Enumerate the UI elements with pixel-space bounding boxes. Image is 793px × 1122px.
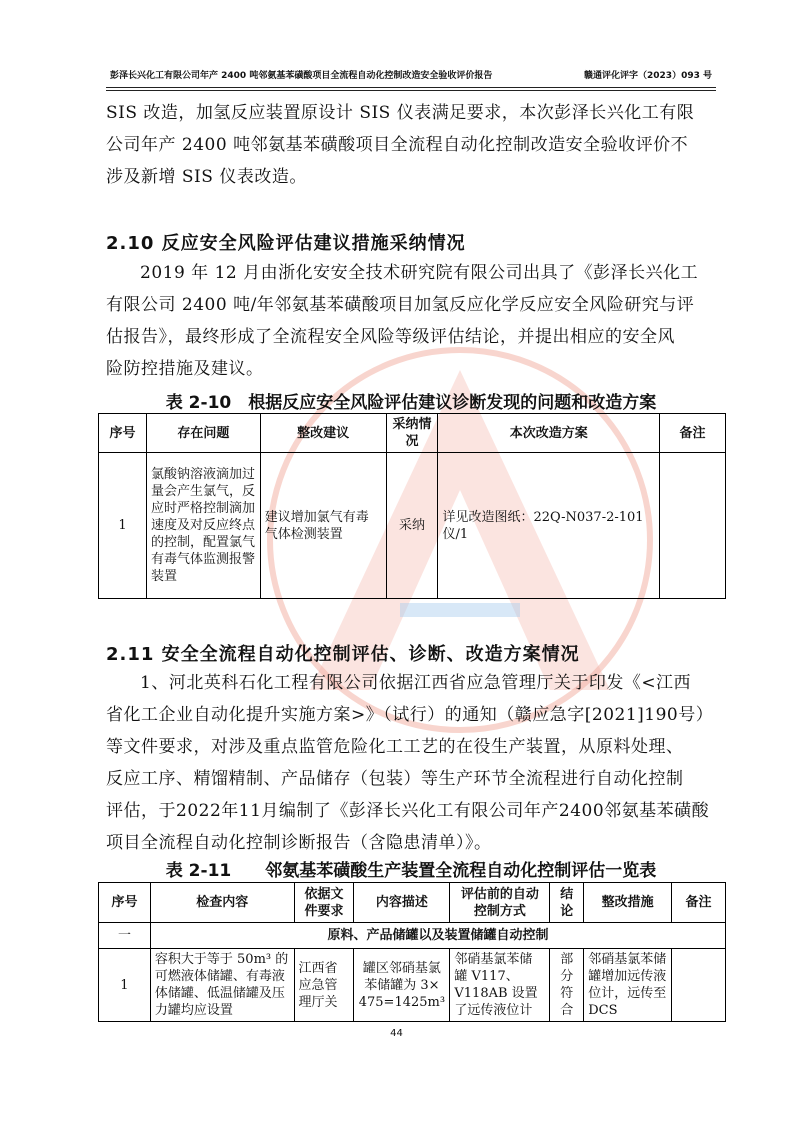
text-line: 评估，于2022年11月编制了《彭泽长兴化工有限公司年产2400邻氨基苯磺酸 bbox=[106, 801, 710, 821]
column-header: 整改建议 bbox=[260, 414, 386, 453]
cell-problem: 氯酸钠溶液滴加过量会产生氯气，反应时严格控制滴加速度及对反应终点的控制，配置氯气有毒气体监测报警装置 bbox=[146, 453, 260, 599]
header-rule bbox=[106, 87, 716, 88]
section-2-11-paragraph bbox=[106, 667, 716, 859]
text-line: 险防控措施及建议。 bbox=[106, 359, 264, 379]
column-header: 结论 bbox=[550, 883, 584, 923]
cell-before-control: 邻硝基氯苯储罐 V117、V118AB 设置了远传液位计 bbox=[450, 949, 550, 1022]
header-rule-thin bbox=[106, 90, 716, 91]
section-heading-2-10: 2.10 反应安全风险评估建议措施采纳情况 bbox=[106, 233, 466, 254]
text-line: 项目全流程自动化控制诊断报告（含隐患清单）》。 bbox=[106, 833, 492, 853]
group-title: 原料、产品储罐以及装置储罐自动控制 bbox=[150, 923, 725, 949]
cell-description: 罐区邻硝基氯苯储罐为 3× 475=1425m³ bbox=[354, 949, 450, 1022]
header-report-number: 赣通评化评字（2023）093 号 bbox=[584, 71, 712, 81]
cell-content: 容积大于等于 50m³ 的可燃液体储罐、有毒液体储罐、低温储罐及压力罐均应设置 bbox=[150, 949, 294, 1022]
column-header: 备注 bbox=[660, 414, 726, 453]
text-line: 省化工企业自动化提升实施方案>》（试行）的通知（赣应急字[2021]190号） bbox=[106, 705, 714, 725]
group-number: 一 bbox=[99, 923, 151, 949]
text-line: SIS 改造，加氢反应装置原设计 SIS 仪表满足要求，本次彭泽长兴化工有限 bbox=[106, 103, 695, 123]
cell-no: 1 bbox=[99, 949, 151, 1022]
header-report-title: 彭泽长兴化工有限公司年产 2400 吨邻氨基苯磺酸项目全流程自动化控制改造安全验收评价报告 bbox=[110, 71, 493, 81]
section-2-10-paragraph bbox=[106, 257, 716, 385]
text-line: 反应工序、精馏精制、产品储存（包装）等生产环节全流程进行自动化控制 bbox=[106, 769, 684, 789]
text-line: 1、河北英科石化工程有限公司依据江西省应急管理厅关于印发《<江西 bbox=[140, 673, 692, 693]
text-line: 有限公司 2400 吨/年邻氨基苯磺酸项目加氢反应化学反应安全风险研究与评 bbox=[106, 295, 695, 315]
column-header: 整改措施 bbox=[584, 883, 672, 923]
page-number: 44 bbox=[390, 1028, 403, 1039]
text-line: 涉及新增 SIS 仪表改造。 bbox=[106, 167, 307, 187]
column-header: 本次改造方案 bbox=[438, 414, 660, 453]
page-header bbox=[106, 63, 716, 85]
intro-paragraph bbox=[106, 97, 716, 193]
column-header: 评估前的自动控制方式 bbox=[450, 883, 550, 923]
table-row bbox=[99, 453, 726, 599]
column-header: 序号 bbox=[99, 414, 147, 453]
table-header-row bbox=[99, 414, 726, 453]
cell-measure: 邻硝基氯苯储罐增加远传液位计，远传至 DCS bbox=[584, 949, 672, 1022]
cell-note bbox=[660, 453, 726, 599]
table-header-row bbox=[99, 883, 726, 923]
cell-note bbox=[672, 949, 726, 1022]
table-2-11-caption: 表 2-11 邻氨基苯磺酸生产装置全流程自动化控制评估一览表 bbox=[165, 861, 657, 881]
text-line: 公司年产 2400 吨邻氨基苯磺酸项目全流程自动化控制改造安全验收评价不 bbox=[106, 135, 689, 155]
column-header: 采纳情况 bbox=[386, 414, 438, 453]
section-heading-2-11: 2.11 安全全流程自动化控制评估、诊断、改造方案情况 bbox=[106, 644, 580, 665]
table-2-10-caption: 表 2-10 根据反应安全风险评估建议诊断发现的问题和改造方案 bbox=[165, 393, 657, 413]
column-header: 备注 bbox=[672, 883, 726, 923]
cell-conclusion: 部分符合 bbox=[550, 949, 584, 1022]
column-header: 内容描述 bbox=[354, 883, 450, 923]
table-2-10 bbox=[98, 413, 726, 599]
cell-plan: 详见改造图纸：22Q-N037-2-101 仪/1 bbox=[438, 453, 660, 599]
table-2-11 bbox=[98, 882, 726, 1022]
text-line: 估报告》，最终形成了全流程安全风险等级评估结论，并提出相应的安全风 bbox=[106, 327, 675, 347]
column-header: 序号 bbox=[99, 883, 151, 923]
column-header: 检查内容 bbox=[150, 883, 294, 923]
table-row bbox=[99, 949, 726, 1022]
table-group-row bbox=[99, 923, 726, 949]
text-line: 等文件要求，对涉及重点监管危险化工工艺的在役生产装置，从原料处理、 bbox=[106, 737, 684, 757]
cell-basis: 江西省应急管理厅关 bbox=[294, 949, 354, 1022]
cell-suggestion: 建议增加氯气有毒气体检测装置 bbox=[260, 453, 386, 599]
cell-adopted: 采纳 bbox=[386, 453, 438, 599]
column-header: 依据文件要求 bbox=[294, 883, 354, 923]
cell-no: 1 bbox=[99, 453, 147, 599]
column-header: 存在问题 bbox=[146, 414, 260, 453]
text-line: 2019 年 12 月由浙化安安全技术研究院有限公司出具了《彭泽长兴化工 bbox=[140, 263, 699, 283]
